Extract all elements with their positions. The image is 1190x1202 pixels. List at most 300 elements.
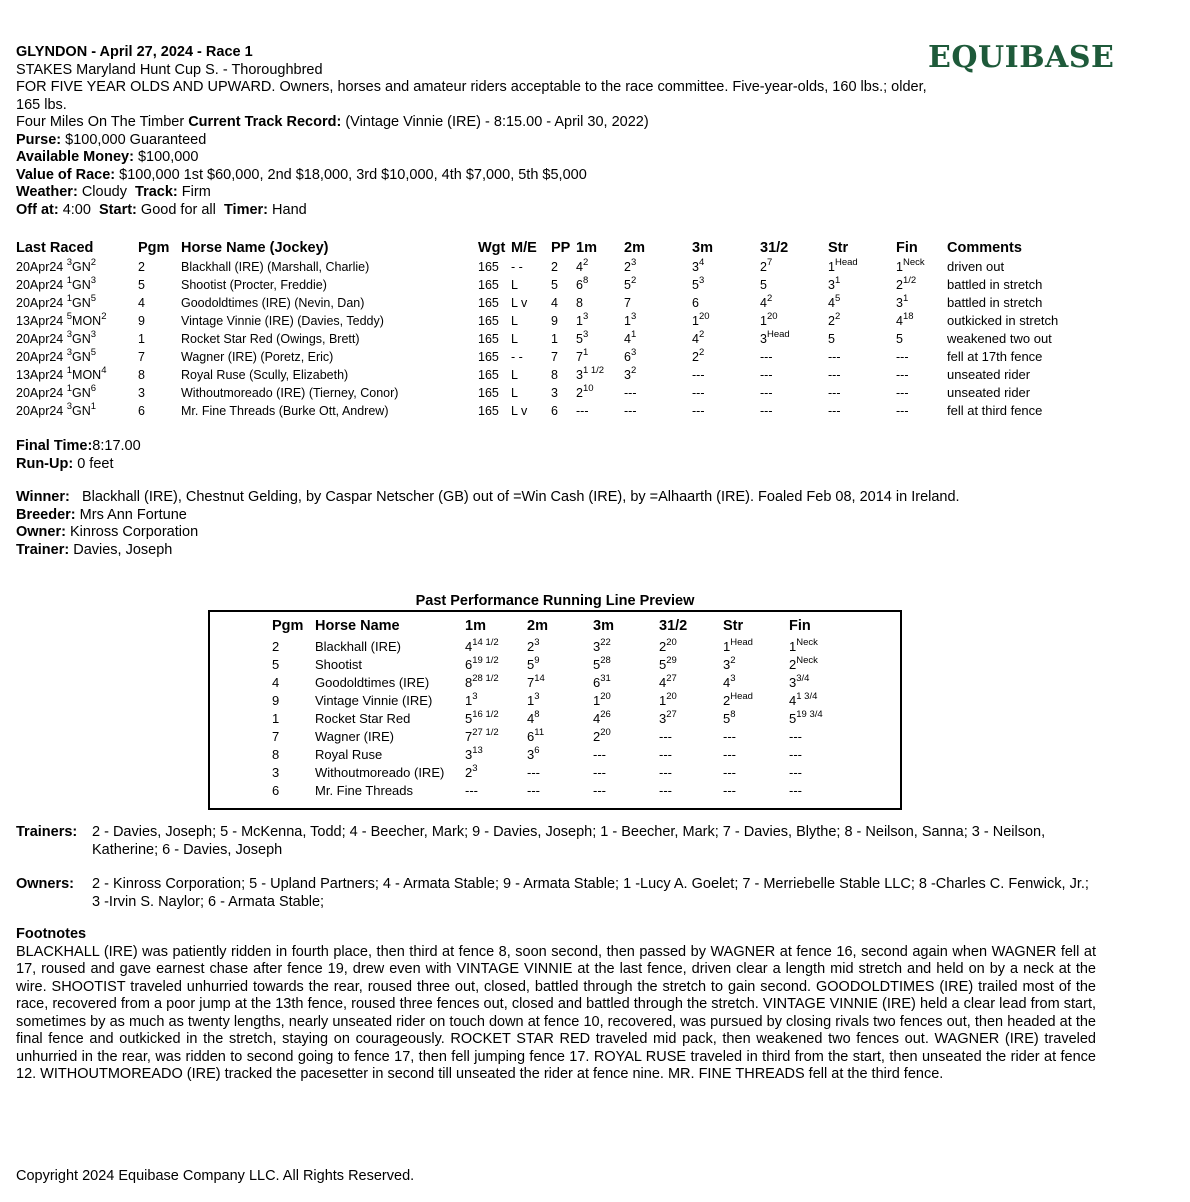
horse-name: Rocket Star Red (315, 711, 411, 726)
post-position: 2 (551, 260, 558, 274)
call-3-5m: $3^{Head}$ (760, 329, 790, 346)
margin: 2 (766, 293, 773, 304)
margin: 28 (600, 655, 611, 666)
table-row (16, 328, 1087, 346)
equibase-logo: EQUIBASE (928, 40, 1115, 75)
margin: 20 (698, 311, 710, 322)
margin: 3/4 (796, 673, 810, 684)
call-stretch: --- (828, 368, 841, 382)
margin: 14 (534, 673, 545, 684)
call-finish: --- (896, 386, 909, 400)
call-3-5m: --- (760, 386, 773, 400)
margin: 2 (698, 347, 705, 358)
track-record: (Vintage Vinnie (IRE) - 8:15.00 - April 30, 2022) (345, 114, 649, 130)
column-header: M/E (511, 240, 537, 256)
last-race-number: 1 (66, 383, 73, 394)
call-finish: $4^{18}$ (896, 311, 914, 328)
margin: 27 (666, 673, 677, 684)
call-1m: $7^1$ (576, 347, 589, 364)
off-label: Off at: (16, 201, 59, 218)
runup-label: Run-Up: (16, 455, 74, 472)
owners-list: 2 - Kinross Corporation; 5 - Upland Partners; 4 - Armata Stable; 9 - Armata Stable; 1 -Lucy A. Goelet; 7 - Merriebelle Stable LLC; 8 -Charles C. Fenwick, Jr.; 3 -Irvin S. Naylor; 6 - Armata Stable; (92, 876, 1089, 910)
last-raced: 20Apr24 $^3GN^3$ (16, 329, 97, 346)
weight: 165 (478, 260, 499, 274)
margin: Head (730, 691, 753, 702)
owners-block (16, 875, 1096, 911)
call-1m: $2^3$ (465, 763, 478, 780)
table-row (272, 744, 849, 762)
call-stretch: --- (828, 386, 841, 400)
final-time: 8:17.00 (92, 438, 141, 454)
table-row (16, 400, 1087, 418)
distance: Four Miles On The Timber (16, 114, 185, 130)
last-race-finish: 3 (90, 329, 97, 340)
off-line (16, 202, 936, 220)
margin: Head (834, 257, 858, 268)
horse-name: Withoutmoreado (IRE) (315, 765, 445, 780)
comment: weakened two out (947, 331, 1052, 346)
call-finish: --- (789, 747, 802, 762)
distance-line (16, 114, 936, 132)
last-race-number: 3 (66, 329, 73, 340)
last-raced: 20Apr24 $^3GN^1$ (16, 401, 97, 418)
column-header: Fin (896, 240, 918, 256)
margin: 20 (666, 691, 677, 702)
comment: fell at third fence (947, 403, 1043, 418)
call-3m: 6 (692, 296, 699, 310)
margin: 26 (600, 709, 611, 720)
column-header: 31/2 (659, 618, 688, 634)
horse-jockey: Blackhall (IRE) (Marshall, Charlie) (181, 260, 370, 274)
margin: 2 (630, 365, 637, 376)
medication-equipment: L v (511, 404, 528, 418)
call-finish: --- (896, 350, 909, 364)
margin: 4 (698, 257, 705, 268)
breeder-label: Breeder: (16, 506, 76, 523)
winner-info: Blackhall (IRE), Chestnut Gelding, by Caspar Netscher (GB) out of =Win Cash (IRE), by =Alhaarth (IRE). Foaled Feb 08, 2014 in Ireland. (81, 489, 960, 505)
trainers-list: 2 - Davies, Joseph; 5 - McKenna, Todd; 4 - Beecher, Mark; 9 - Davies, Joseph; 1 - Beecher, Mark; 7 - Davies, Blythe; 8 - Neilson, Sanna; 3 - Neilson, Katherine; 6 - Davies, Joseph (92, 824, 1046, 858)
race-title: GLYNDON - April 27, 2024 - Race 1 (16, 44, 253, 60)
last-raced: 13Apr24 $^1$MON$^4$ (16, 365, 107, 382)
medication-equipment: - - (511, 350, 523, 364)
call-2m: $1^3$ (527, 691, 540, 708)
results-table (16, 236, 1087, 418)
weather: Cloudy (81, 184, 127, 200)
horse-name: Wagner (IRE) (315, 729, 394, 744)
call-3-5m: --- (760, 350, 773, 364)
margin: 5 (834, 293, 841, 304)
program-number: 6 (138, 404, 145, 418)
margin: 29 (666, 655, 677, 666)
horse-name: Mr. Fine Threads (315, 783, 414, 798)
call-1m: $5^{16 1/2}$ (465, 709, 499, 726)
column-header: 1m (576, 240, 597, 256)
call-stretch: --- (828, 350, 841, 364)
call-3m: $6^{31}$ (593, 673, 611, 690)
comment: fell at 17th fence (947, 349, 1043, 364)
call-1m: $3^{1 1/2}$ (576, 365, 605, 382)
call-2m: --- (624, 386, 637, 400)
medication-equipment: L (511, 278, 518, 292)
last-race-finish: 2 (90, 257, 97, 268)
call-3-5m: --- (760, 368, 773, 382)
margin: 22 (600, 637, 611, 648)
last-raced: 20Apr24 $^3GN^5$ (16, 347, 97, 364)
table-row (16, 292, 1087, 310)
margin: 20 (766, 311, 778, 322)
comment: driven out (947, 259, 1005, 274)
post-position: 8 (551, 368, 558, 382)
horse-jockey: Rocket Star Red (Owings, Brett) (181, 332, 360, 346)
column-header: 31/2 (760, 240, 789, 256)
call-3m: $3^4$ (692, 257, 705, 274)
purse-label: Purse: (16, 131, 62, 148)
program-number: 7 (272, 729, 280, 744)
margin: 13 (472, 745, 483, 756)
margin: 8 (534, 709, 540, 720)
call-3m: $1^{20}$ (692, 311, 710, 328)
post-position: 3 (551, 386, 558, 400)
margin: 3 (730, 673, 736, 684)
call-1m: $2^{10}$ (576, 383, 594, 400)
call-2m: $6^3$ (624, 347, 637, 364)
call-1m: $5^3$ (576, 329, 589, 346)
call-3m: $2^2$ (692, 347, 705, 364)
margin: 10 (582, 383, 594, 394)
post-position: 9 (551, 314, 558, 328)
program-number: 4 (138, 296, 145, 310)
call-3m: $5^{28}$ (593, 655, 611, 672)
call-2m: $5^9$ (527, 655, 540, 672)
timer: Hand (272, 201, 307, 218)
table-row (272, 708, 849, 726)
value-of-race: $100,000 1st $60,000, 2nd $18,000, 3rd $10,000, 4th $7,000, 5th $5,000 (119, 166, 587, 183)
margin: Neck (902, 257, 925, 268)
call-finish: $3^{3/4}$ (789, 673, 810, 690)
call-1m: 8 (576, 296, 583, 310)
call-3-5m: --- (659, 747, 672, 762)
program-number: 3 (272, 765, 280, 780)
last-race-number: 3 (66, 347, 73, 358)
margin: 3 (472, 763, 478, 774)
comment: battled in stretch (947, 295, 1043, 310)
horse-jockey: Vintage Vinnie (IRE) (Davies, Teddy) (181, 314, 384, 328)
margin: 1/2 (902, 275, 917, 286)
call-finish: --- (896, 404, 909, 418)
margin: 8 (730, 709, 736, 720)
call-1m: --- (576, 404, 589, 418)
value-line (16, 167, 936, 185)
margin: 1 (582, 347, 589, 358)
horse-jockey: Goodoldtimes (IRE) (Nevin, Dan) (181, 296, 365, 310)
call-3-5m: $5^{29}$ (659, 655, 677, 672)
call-1m: --- (465, 783, 478, 798)
call-3-5m: --- (659, 765, 672, 780)
call-3m: $3^{22}$ (593, 637, 611, 654)
column-header: Horse Name (Jockey) (181, 240, 329, 256)
purse: $100,000 Guaranteed (65, 131, 207, 148)
table-row (272, 672, 849, 690)
off-time: 4:00 (62, 201, 91, 218)
track-record-label: Current Track Record: (188, 114, 342, 130)
comment: unseated rider (947, 385, 1031, 400)
margin: 20 (600, 727, 611, 738)
call-2m: $4^8$ (527, 709, 540, 726)
footnotes-text: BLACKHALL (IRE) was patiently ridden in fourth place, then third at fence 8, soon second, then passed by WAGNER at fence 16, second again when WAGNER fell at 17, roused and gave earnest chase after fence 19, drew even with VINTAGE VINNIE at the last fence, driven clear a length mid stretch and held on by a neck at the wire. SHOOTIST traveled unhurried towards the rear, roused three out, closed, battled through the stretch to gain second. GOODOLDTIMES (IRE) trailed most of the race, recovered from a poor jump at the 13th fence, roused three fences out, closed and battled through the stretch. VINTAGE VINNIE (IRE) held a clear lead from start, sometimes by as much as twenty lengths, nearly unseated rider on touch down at fence 10, recovered, was pursued by closing rivals two fences out, then headed at the final fence and outkicked in the stretch, staying on courageously. ROCKET STAR RED traveled mid pack, then weakened two fences out. WAGNER (IRE) traveled unhurried in the rear, was ridden to second going to fence 17, then fell jumping fence 17. ROYAL RUSE traveled in third from the start, then unseated the rider at fence 12. WITHOUTMOREADO (IRE) tracked the pacesetter in second till unseated the rider at fence nine. MR. FINE THREADS fell at the third fence. (16, 943, 1096, 1082)
weight: 165 (478, 296, 499, 310)
owner: Kinross Corporation (69, 524, 199, 540)
call-2m: $1^3$ (624, 311, 637, 328)
last-race-finish: 3 (90, 275, 97, 286)
column-header: 3m (593, 618, 614, 634)
column-header: Wgt (478, 240, 506, 256)
margin: Neck (796, 637, 818, 648)
call-2m: $7^{14}$ (527, 673, 545, 690)
pp-header-row (272, 616, 849, 636)
horse-name: Royal Ruse (315, 747, 383, 762)
call-3m: --- (692, 368, 705, 382)
margin: Neck (796, 655, 818, 666)
breeder: Mrs Ann Fortune (79, 506, 187, 523)
medication-equipment: - - (511, 260, 523, 274)
call-3m: --- (692, 386, 705, 400)
call-finish: $1^{Neck}$ (789, 637, 818, 654)
program-number: 7 (138, 350, 145, 364)
last-raced: 20Apr24 $^3GN^2$ (16, 257, 97, 274)
footnotes-block (16, 926, 1096, 1084)
margin: 2 (630, 275, 637, 286)
final-time-label: Final Time: (16, 438, 93, 454)
margin: 2 (730, 655, 736, 666)
call-stretch: $3^1$ (828, 275, 841, 292)
column-header: Comments (947, 240, 1022, 256)
weight: 165 (478, 314, 499, 328)
start: Good for all (140, 201, 216, 218)
track-label: Track: (135, 184, 178, 200)
available-money: $100,000 (137, 149, 199, 165)
program-number: 9 (138, 314, 145, 328)
margin: 2 (698, 329, 705, 340)
start-label: Start: (99, 201, 137, 218)
comment: battled in stretch (947, 277, 1043, 292)
margin: 19 3/4 (796, 709, 823, 720)
margin: 1 1/2 (582, 365, 605, 376)
call-2m: $2^3$ (624, 257, 637, 274)
last-race-number: 3 (66, 257, 73, 268)
call-3-5m: $2^7$ (760, 257, 773, 274)
call-1m: $6^{19 1/2}$ (465, 655, 499, 672)
weight: 165 (478, 368, 499, 382)
call-1m: $3^{13}$ (465, 745, 483, 762)
call-3-5m: --- (659, 729, 672, 744)
program-number: 8 (138, 368, 145, 382)
call-finish: --- (789, 783, 802, 798)
call-finish: --- (789, 765, 802, 780)
post-position: 4 (551, 296, 558, 310)
call-2m: $4^1$ (624, 329, 637, 346)
post-position: 6 (551, 404, 558, 418)
weight: 165 (478, 404, 499, 418)
call-stretch: $4^5$ (828, 293, 841, 310)
last-race-finish: 6 (90, 383, 97, 394)
runup: 0 feet (77, 455, 114, 472)
call-3-5m: --- (659, 783, 672, 798)
call-3-5m: $1^{20}$ (760, 311, 778, 328)
margin: 3 (698, 275, 705, 286)
call-2m: --- (624, 404, 637, 418)
call-1m: $4^2$ (576, 257, 589, 274)
column-header: Str (723, 618, 744, 634)
weather-label: Weather: (16, 184, 78, 200)
call-stretch: $4^3$ (723, 673, 736, 690)
table-row (272, 636, 849, 654)
call-stretch: $5^8$ (723, 709, 736, 726)
margin: 1 3/4 (796, 691, 818, 702)
last-race-number: 3 (66, 401, 73, 412)
call-3-5m: $1^{20}$ (659, 691, 677, 708)
margin: 1 (834, 275, 841, 286)
column-header: Pgm (272, 618, 304, 634)
margin: 7 (766, 257, 773, 268)
program-number: 6 (272, 783, 280, 798)
call-stretch: $2^{Head}$ (723, 691, 753, 708)
table-row (16, 256, 1087, 274)
call-stretch: --- (723, 765, 736, 780)
call-3-5m: $4^2$ (760, 293, 773, 310)
table-row (272, 726, 849, 744)
margin: 18 (902, 311, 914, 322)
last-race-number: 5 (66, 311, 73, 322)
horse-name: Shootist (315, 657, 362, 672)
column-header: 2m (527, 618, 548, 634)
margin: 2 (834, 311, 841, 322)
pp-preview-box (208, 610, 902, 810)
medication-equipment: L (511, 314, 518, 328)
call-finish: $2^{Neck}$ (789, 655, 818, 672)
pp-preview-title: Past Performance Running Line Preview (415, 593, 695, 609)
column-header: Pgm (138, 240, 170, 256)
winner-block (16, 489, 960, 559)
last-race-finish: 5 (90, 293, 97, 304)
margin: 3 (630, 257, 637, 268)
weight: 165 (478, 386, 499, 400)
last-race-number: 1 (66, 365, 73, 376)
margin: 3 (472, 691, 478, 702)
margin: 3 (534, 637, 540, 648)
column-header: Str (828, 240, 849, 256)
race-type: STAKES Maryland Hunt Cup S. - Thoroughbred (16, 61, 323, 78)
results-header-row (16, 236, 1087, 256)
program-number: 5 (138, 278, 145, 292)
column-header: Last Raced (16, 240, 94, 256)
margin: 16 1/2 (472, 709, 499, 720)
horse-jockey: Mr. Fine Threads (Burke Ott, Andrew) (181, 404, 389, 418)
table-row (272, 654, 849, 672)
weather-line (16, 184, 936, 202)
weight: 165 (478, 278, 499, 292)
post-position: 7 (551, 350, 558, 364)
horse-name: Blackhall (IRE) (315, 639, 401, 654)
call-stretch: --- (723, 783, 736, 798)
margin: 20 (666, 637, 677, 648)
program-number: 4 (272, 675, 280, 690)
last-raced: 20Apr24 $^1GN^6$ (16, 383, 97, 400)
call-finish: --- (789, 729, 802, 744)
margin: 3 (630, 311, 637, 322)
call-2m: --- (527, 783, 540, 798)
program-number: 8 (272, 747, 280, 762)
horse-jockey: Wagner (IRE) (Poretz, Eric) (181, 350, 334, 364)
last-raced: 20Apr24 $^1GN^5$ (16, 293, 97, 310)
owner-label: Owner: (16, 524, 66, 540)
call-3m: $4^2$ (692, 329, 705, 346)
call-1m: $1^3$ (465, 691, 478, 708)
call-3m: $2^{20}$ (593, 727, 611, 744)
copyright: Copyright 2024 Equibase Company LLC. All Rights Reserved. (16, 1168, 415, 1184)
call-3m: --- (593, 783, 606, 798)
call-3m: $5^3$ (692, 275, 705, 292)
purse-line (16, 132, 936, 150)
margin: 1 (630, 329, 637, 340)
table-row (272, 762, 849, 780)
race-conditions: FOR FIVE YEAR OLDS AND UPWARD. Owners, horses and amateur riders acceptable to the race committee. Five-year-olds, 160 lbs.; older, 165 lbs. (16, 79, 927, 113)
call-3m: --- (593, 747, 606, 762)
margin: 27 1/2 (472, 727, 499, 738)
call-finish: $2^{1/2}$ (896, 275, 917, 292)
call-3-5m: --- (760, 404, 773, 418)
medication-equipment: L v (511, 296, 528, 310)
race-header (16, 44, 936, 219)
margin: 8 (582, 275, 589, 286)
call-3m: $1^{20}$ (593, 691, 611, 708)
call-2m: $6^{11}$ (527, 727, 545, 744)
call-stretch: $2^2$ (828, 311, 841, 328)
footnotes-title: Footnotes (16, 926, 87, 942)
margin: 1 (902, 293, 909, 304)
call-stretch: $1^{Head}$ (828, 257, 858, 274)
margin: 3 (582, 329, 589, 340)
program-number: 2 (272, 639, 280, 654)
track-condition: Firm (181, 184, 211, 200)
call-2m: $3^2$ (624, 365, 637, 382)
call-3-5m: 5 (760, 278, 767, 292)
trainer: Davies, Joseph (73, 541, 173, 558)
table-row (16, 274, 1087, 292)
horse-jockey: Withoutmoreado (IRE) (Tierney, Conor) (181, 386, 399, 400)
last-race-finish: 1 (90, 401, 97, 412)
call-finish: $3^1$ (896, 293, 909, 310)
column-header: 3m (692, 240, 713, 256)
call-stretch: --- (723, 747, 736, 762)
comment: unseated rider (947, 367, 1031, 382)
call-stretch: --- (723, 729, 736, 744)
last-race-finish: 2 (101, 311, 107, 322)
margin: Head (766, 329, 790, 340)
margin: 11 (534, 727, 545, 738)
margin: 3 (630, 347, 637, 358)
column-header: PP (551, 240, 571, 256)
call-2m: $3^6$ (527, 745, 540, 762)
column-header: 1m (465, 618, 486, 634)
margin: 3 (534, 691, 540, 702)
horse-jockey: Royal Ruse (Scully, Elizabeth) (181, 368, 349, 382)
margin: 28 1/2 (472, 673, 499, 684)
call-2m: $5^2$ (624, 275, 637, 292)
margin: 9 (534, 655, 540, 666)
call-finish: $1^{Neck}$ (896, 257, 925, 274)
margin: 3 (582, 311, 589, 322)
program-number: 5 (272, 657, 280, 672)
